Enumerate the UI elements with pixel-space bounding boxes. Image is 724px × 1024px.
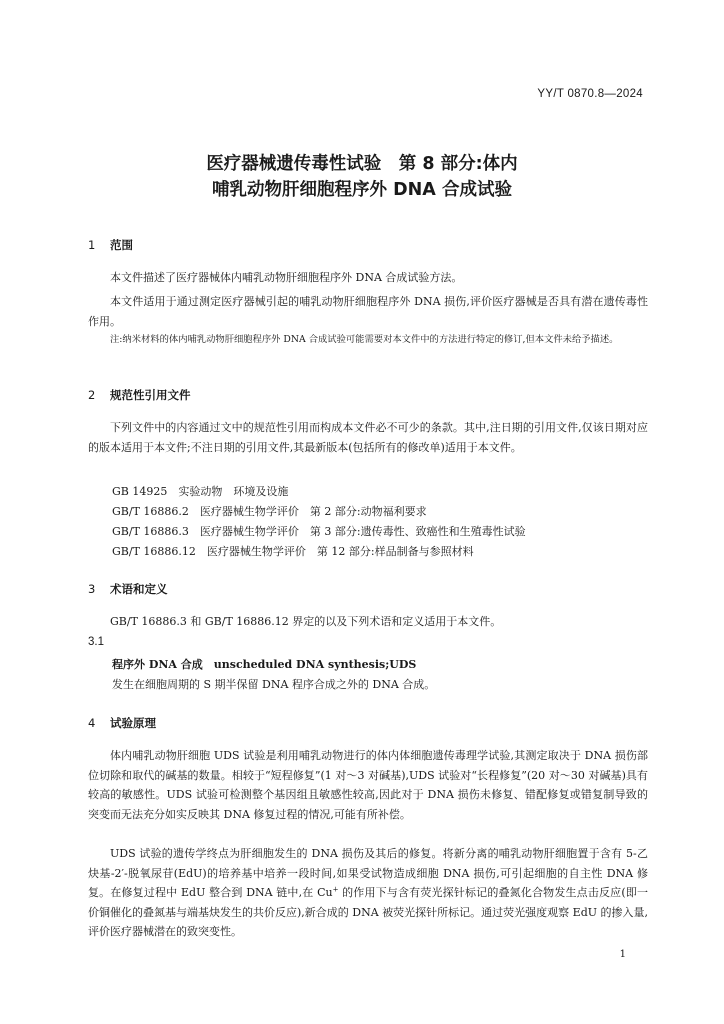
term-title: 程序外 DNA 合成 unscheduled DNA synthesis;UDS [112,658,417,671]
paragraph-text: UDS 试验的遗传学终点为肝细胞发生的 DNA 损伤及其后的修复。将新分离的哺乳动物肝细胞置于含有 5-乙炔基-2′-脱氧尿苷(EdU)的培养基中培养一段时间,如果受试物造成细胞 DNA 损伤,可引起细胞的自主性 DNA 修复。在修复过程中 EdU 整合到 DNA 链中,在 Cu [88,847,648,900]
section-number: 1 [88,238,96,252]
reference-item: GB 14925 实验动物 环境及设施 [112,485,289,498]
section-number: 2 [88,388,96,402]
section-number: 3 [88,582,96,596]
section-title: 范围 [110,238,134,252]
section-heading-principle [88,715,156,731]
section-title: 试验原理 [110,716,157,730]
page-number: 1 [619,949,626,960]
section-title: 规范性引用文件 [110,388,191,402]
reference-item: GB/T 16886.2 医疗器械生物学评价 第 2 部分:动物福利要求 [112,505,427,518]
paragraph: 本文件适用于通过测定医疗器械引起的哺乳动物肝细胞程序外 DNA 损伤,评价医疗器械是否具有潜在遗传毒性作用。 [88,295,648,328]
section-title: 术语和定义 [110,582,168,596]
paragraph [88,844,648,942]
reference-item: GB/T 16886.3 医疗器械生物学评价 第 3 部分:遗传毒性、致癌性和生殖毒性试验 [112,525,526,538]
section-heading-scope [88,237,133,253]
document-title-line2: 哺乳动物肝细胞程序外 DNA 合成试验 [212,180,512,200]
section-number: 4 [88,716,96,730]
section-heading-terms [88,581,168,597]
section-heading-normative-references [88,387,191,403]
standard-code: YY/T 0870.8—2024 [537,88,643,100]
paragraph: 本文件描述了医疗器械体内哺乳动物肝细胞程序外 DNA 合成试验方法。 [110,271,463,284]
paragraph: GB/T 16886.3 和 GB/T 16886.12 界定的以及下列术语和定义适用于本文件。 [110,615,502,628]
term-number: 3.1 [88,636,104,648]
document-title-line1: 医疗器械遗传毒性试验 第 8 部分:体内 [206,154,518,174]
term-definition: 发生在细胞周期的 S 期半保留 DNA 程序合成之外的 DNA 合成。 [112,678,436,691]
paragraph: 下列文件中的内容通过文中的规范性引用而构成本文件必不可少的条款。其中,注日期的引用文件,仅该日期对应的版本适用于本文件;不注日期的引用文件,其最新版本(包括所有的修改单)适用于本文件。 [88,421,648,454]
note: 注:纳米材料的体内哺乳动物肝细胞程序外 DNA 合成试验可能需要对本文件中的方法进行特定的修订,但本文件未给予描述。 [110,334,619,345]
paragraph-text: 的作用下与含有荧光探针标记的叠氮化合物发生点击反应(即一价铜催化的叠氮基与端基炔发生的共价反应),新合成的 DNA 被荧光探针所标记。通过荧光强度观察 EdU 的掺入量,评价医疗器械潜在的致突变性。 [88,886,648,939]
reference-item: GB/T 16886.12 医疗器械生物学评价 第 12 部分:样品制备与参照材料 [112,545,474,558]
superscript: + [332,885,339,894]
paragraph: 体内哺乳动物肝细胞 UDS 试验是利用哺乳动物进行的体内体细胞遗传毒理学试验,其测定取决于 DNA 损伤部位切除和取代的碱基的数量。相较于“短程修复”(1 对～3 对碱基),UDS 试验对“长程修复”(20 对～30 对碱基)具有较高的敏感性。UDS 试验可检测整个基因组且敏感性较高,因此对于 DNA 损伤未修复、错配修复或错复制导致的突变而无法充分如实反映其 DNA 修复过程的情况,可能有所补偿。 [88,749,648,821]
